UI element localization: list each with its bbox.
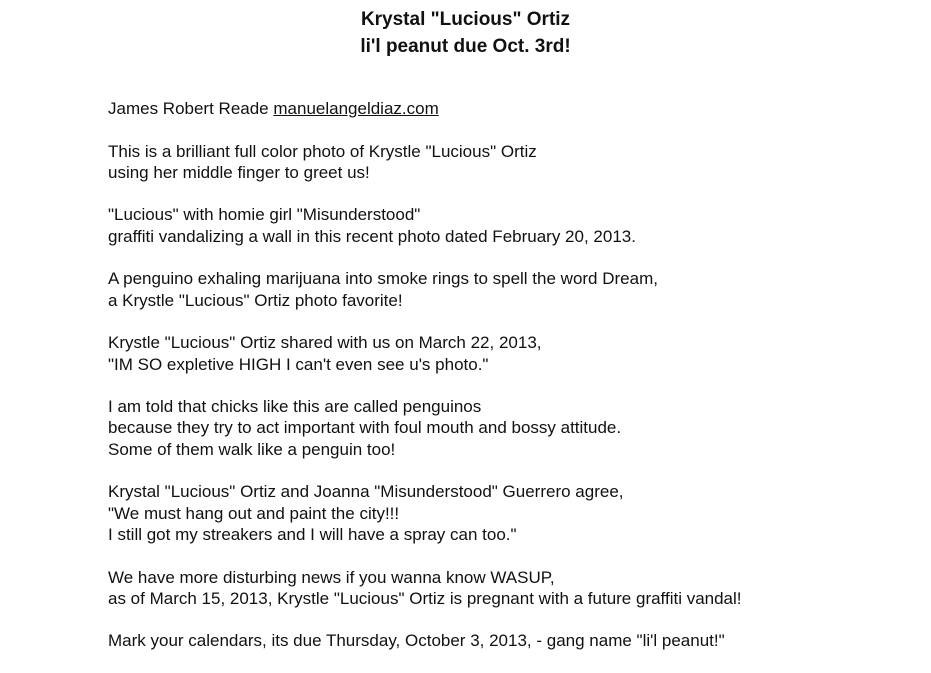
paragraph-line: a Krystle "Lucious" Ortiz photo favorite! xyxy=(108,290,403,310)
paragraph-line: Some of them walk like a penguin too! xyxy=(108,439,396,459)
author-name: James Robert Reade xyxy=(108,99,269,118)
paragraph-line: Krystle "Lucious" Ortiz shared with us on March 22, 2013, xyxy=(108,333,542,353)
page-subtitle: li'l peanut due Oct. 3rd! xyxy=(360,36,571,57)
paragraph-line: "We must hang out and paint the city!!! xyxy=(108,503,400,523)
article-body xyxy=(108,98,908,673)
paragraph-line: "Lucious" with homie girl "Misunderstood" xyxy=(108,205,421,225)
website-link[interactable]: manuelangeldiaz.com xyxy=(273,99,439,118)
paragraph-line: because they try to act important with foul mouth and bossy attitude. xyxy=(108,418,622,438)
paragraph-line: A penguino exhaling marijuana into smoke rings to spell the word Dream, xyxy=(108,269,658,289)
paragraph-line: We have more disturbing news if you wanna know WASUP, xyxy=(108,567,555,587)
paragraph-line: I am told that chicks like this are called penguinos xyxy=(108,397,482,417)
paragraph-line: using her middle finger to greet us! xyxy=(108,162,370,182)
paragraph-line: graffiti vandalizing a wall in this recent photo dated February 20, 2013. xyxy=(108,226,636,246)
byline xyxy=(108,98,908,119)
paragraph-line: Mark your calendars, its due Thursday, October 3, 2013, - gang name "li'l peanut!" xyxy=(108,631,725,651)
page-title: Krystal "Lucious" Ortiz xyxy=(360,9,571,30)
paragraph xyxy=(108,332,908,375)
paragraph xyxy=(108,567,908,610)
paragraph-line: This is a brilliant full color photo of Krystle "Lucious" Ortiz xyxy=(108,141,537,161)
paragraph xyxy=(108,396,908,460)
paragraph-line: "IM SO expletive HIGH I can't even see u's photo." xyxy=(108,354,489,374)
paragraph xyxy=(108,268,908,311)
paragraph-line: as of March 15, 2013, Krystle "Lucious" Ortiz is pregnant with a future graffiti vandal! xyxy=(108,588,742,608)
paragraph xyxy=(108,630,908,651)
paragraph xyxy=(108,141,908,184)
paragraph xyxy=(108,204,908,247)
page-header xyxy=(0,6,931,60)
paragraph-line: I still got my streakers and I will have a spray can too." xyxy=(108,524,517,544)
paragraph-line: Krystal "Lucious" Ortiz and Joanna "Misunderstood" Guerrero agree, xyxy=(108,482,624,502)
paragraph xyxy=(108,481,908,545)
